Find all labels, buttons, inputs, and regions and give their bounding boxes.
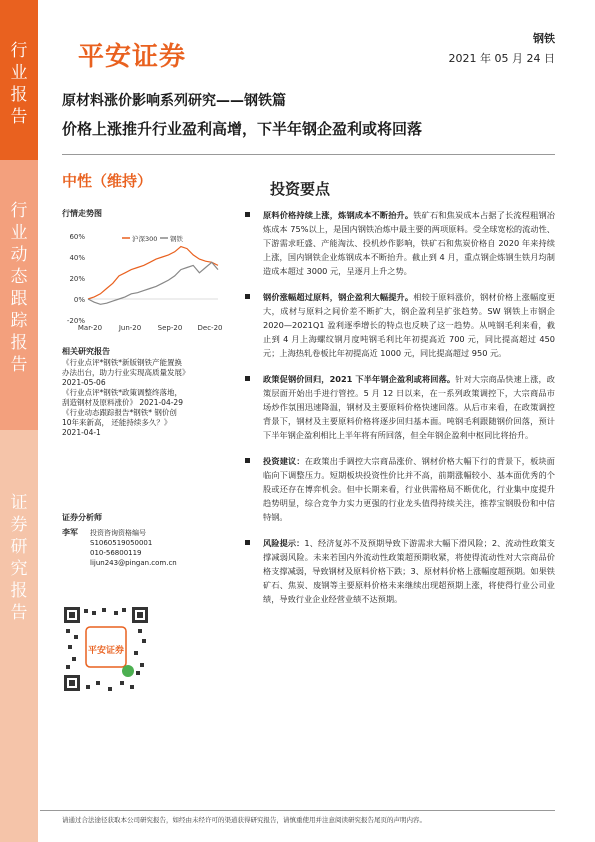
series-title: 原材料涨价影响系列研究——钢铁篇 <box>62 93 286 109</box>
y-tick-label: -20% <box>66 317 85 325</box>
bullet-marker <box>245 540 250 545</box>
x-tick-label: Dec-20 <box>197 324 222 332</box>
highlight-bullet <box>245 372 555 442</box>
footer-divider <box>40 810 555 811</box>
qr-code[interactable] <box>62 605 150 693</box>
investment-highlights <box>245 208 555 618</box>
sidebar-label-1: 行 业 报 告 <box>10 41 28 127</box>
series-line <box>88 262 218 304</box>
analyst-cert-number: S1060519050001 <box>90 539 153 547</box>
bullet-text: 铁矿石和焦炭成本占据了长流程粗钢冶炼成本 75%以上，是国内钢铁冶炼中最主要的两项原料。受全球宽松的流动性、下游需求旺盛、产能淘汰、投机炒作影响，铁矿石和焦炭价格自 2020 年来持续上涨，国内钢铁企业炼钢成本不断抬升。截止到 4 月，重点钢企炼钢生铁月均制造成本超过 3000 元，呈逐月上升之势。 <box>263 210 555 276</box>
highlight-bullet <box>245 536 555 606</box>
sidebar-label-2: 行 业 动 态 跟 踪 报 告 <box>10 201 28 375</box>
y-tick-label: 0% <box>73 296 85 304</box>
analyst-info <box>90 528 177 568</box>
highlight-bullet <box>245 290 555 360</box>
bullet-marker <box>245 294 250 299</box>
x-tick-label: Sep-20 <box>157 324 183 332</box>
analyst-phone: 010-56800119 <box>90 549 142 557</box>
related-reports-title: 相关研究报告 <box>62 347 110 356</box>
industry-label: 钢铁 <box>533 32 555 45</box>
headline-title: 价格上涨推升行业盈利高增，下半年钢企盈利或将回落 <box>62 120 423 138</box>
market-trend-chart <box>62 228 222 338</box>
sidebar-section-securities <box>0 430 38 842</box>
bullet-heading: 政策促钢价回归，2021 下半年钢企盈利或将回落。 <box>263 374 456 384</box>
bullet-heading: 钢价涨幅超过原料，钢企盈利大幅提升。 <box>263 292 414 302</box>
analyst-name: 李军 <box>62 528 78 537</box>
rating-label: 中性（维持） <box>62 172 153 190</box>
bullet-text: 针对大宗商品快速上涨，政策层面开始出手进行管控。5 月 12 日以来，在一系列政策调控下，大宗商品市场炒作氛围迅速降温，钢材及主要原料价格快速回落。从后市来看，在政策调控背景下，钢材及主要原料价格将逐步回归基本面。吨钢毛利跟随钢价回落，预计下半年钢企盈利相比上半年将有所回落，但全年钢企盈利中枢同比将抬升。 <box>263 374 555 440</box>
bullet-text: 相较于原料涨价，钢材价格上涨幅度更大，成材与原料之间价差不断扩大，钢企盈利呈扩张趋势。SW 钢铁上市钢企 2020—2021Q1 盈利逐季增长的特点也反映了这一趋势。从吨钢毛利来看，截止到 4 月上海螺纹钢月度吨钢毛利比年初提高近 700 元，同比提高超过 450 元；上海热轧卷板比年初提高近 1000 元，同比提高超过 950 元。 <box>263 292 555 358</box>
sidebar-section-report-type <box>0 0 38 160</box>
x-tick-label: Jun-20 <box>118 324 142 332</box>
investment-highlights-title: 投资要点 <box>270 180 331 198</box>
related-report-item[interactable]: 《行业点评*钢铁*新版钢铁产能置换 办法出台，助力行业实现高质量发展》 2021-05-06 <box>62 358 190 387</box>
bullet-heading: 投资建议： <box>263 456 305 466</box>
bullet-text: 在政策出手调控大宗商品涨价、钢材价格大幅下行的背景下，板块面临向下调整压力。短期板块投资性价比并不高，前期涨幅较小、基本面优秀的个股或还存在博弈机会。但中长期来看，行业供需格局不断优化，行业集中度提升趋势明显，综合竞争力实力更强的行业龙头值得持续关注，推荐宝钢股份和中信特钢。 <box>263 456 555 522</box>
x-tick-label: Mar-20 <box>77 324 103 332</box>
chart-section-title: 行情走势图 <box>62 209 102 218</box>
company-logo: 平安证券 <box>78 42 187 72</box>
related-reports-list <box>62 358 227 438</box>
bullet-text: 1、经济复苏不及预期导致下游需求大幅下滑风险；2、流动性政策支撑减弱风险。未来若国内外流动性政策超预期收紧，将使得流动性对大宗商品价格支撑减弱，导致钢材及原料价格下跌；3、原材料价格上涨幅度超预期。如果铁矿石、焦炭、废钢等主要原料价格未来继续出现超预期上涨，将使得行业公司业绩，导致行业企业经营业绩不达预期。 <box>263 538 555 604</box>
related-report-item[interactable]: 《行业点评*钢铁*政策调整终落地， 刮造钢材及原料涨价》 2021-04-29 <box>62 388 183 407</box>
analyst-email[interactable]: lijun243@pingan.com.cn <box>90 559 177 567</box>
related-report-item[interactable]: 《行业动态跟踪报告*钢铁* 钢价创 10年来新高， 还能持续多久？》 2021-04-1 <box>62 408 177 437</box>
y-tick-label: 60% <box>69 233 85 241</box>
footer-disclaimer: 请通过合法途径获取本公司研究报告，如经由未经许可的渠道获得研究报告，请慎重使用并注意阅读研究报告尾页的声明内容。 <box>62 816 426 824</box>
qr-logo-text: 平安证券 <box>87 646 125 656</box>
legend-label: 钢铁 <box>170 235 183 243</box>
bullet-heading: 原料价格持续上涨，炼钢成本不断抬升。 <box>263 210 414 220</box>
analyst-cert-label: 投资咨询资格编号 <box>90 529 146 537</box>
y-tick-label: 40% <box>69 254 85 262</box>
highlight-bullet <box>245 454 555 524</box>
legend-label: 沪深300 <box>132 235 158 243</box>
sidebar-label-3: 证 券 研 究 报 告 <box>10 493 28 623</box>
sidebar <box>0 0 38 842</box>
analyst-section-title: 证券分析师 <box>62 513 102 522</box>
y-tick-label: 20% <box>69 275 85 283</box>
series-line <box>88 247 218 300</box>
report-date: 2021 年 05 月 24 日 <box>448 52 555 65</box>
highlight-bullet <box>245 208 555 278</box>
sidebar-section-report-subtype <box>0 160 38 430</box>
title-divider <box>62 154 555 155</box>
bullet-heading: 风险提示： <box>263 538 305 548</box>
bullet-marker <box>245 212 250 217</box>
bullet-marker <box>245 458 250 463</box>
bullet-marker <box>245 376 250 381</box>
